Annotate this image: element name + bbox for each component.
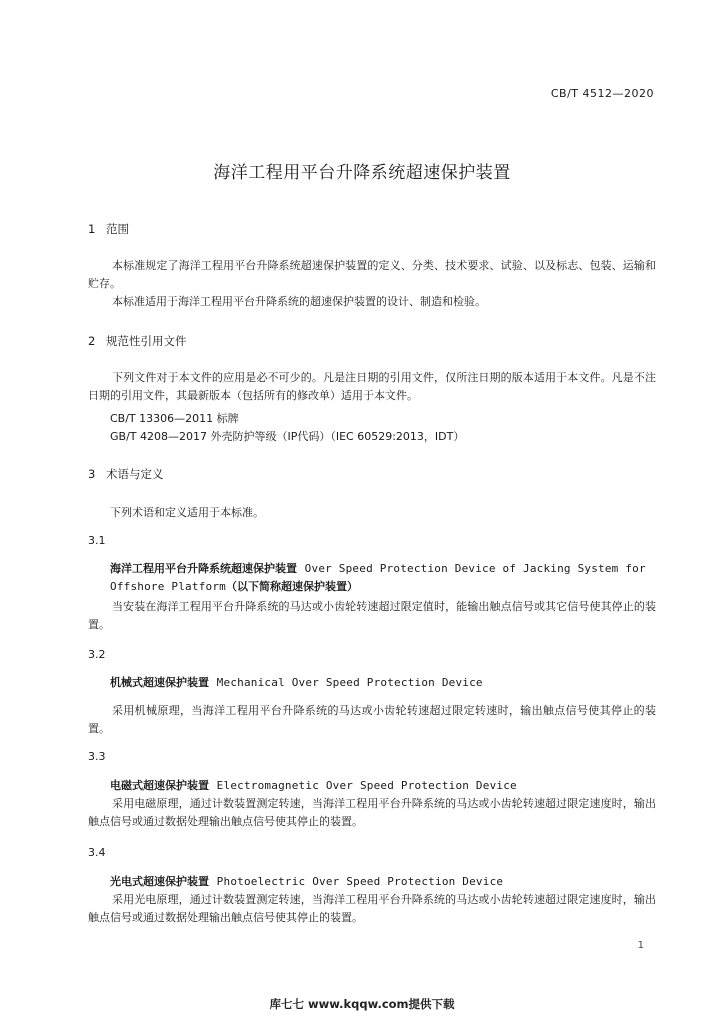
- term-en: Mechanical Over Speed Protection Device: [216, 676, 483, 689]
- term-zh: 海洋工程用平台升降系统超速保护装置: [110, 562, 297, 575]
- term-definition: 采用电磁原理，通过计数装置测定转速，当海洋工程用平台升降系统的马达或小齿轮转速超过限定速度时，输出触点信号或通过数据处理输出触点信号使其停止的装置。: [88, 797, 656, 828]
- term-heading: [110, 674, 660, 692]
- standard-number: CB/T 4512—2020: [550, 87, 654, 100]
- section-number: 3: [88, 467, 96, 481]
- reference-item: CB/T 13306—2011 标牌: [110, 412, 239, 425]
- section-1-heading: [88, 221, 129, 237]
- scope-paragraph-1: 本标准规定了海洋工程用平台升降系统超速保护装置的定义、分类、技术要求、试验、以及标志、包装、运输和贮存。: [88, 259, 656, 290]
- term-number: 3.3: [88, 750, 106, 763]
- term-heading: [110, 777, 660, 795]
- term-en: Over Speed Protection Device of Jacking System for Offshore Platform: [110, 562, 646, 593]
- term-number: 3.1: [88, 534, 106, 547]
- section-title: 范围: [106, 222, 129, 236]
- term-note: （以下简称超速保护装置）: [225, 580, 358, 593]
- term-definition: 采用光电原理，通过计数装置测定转速，当海洋工程用平台升降系统的马达或小齿轮转速超过限定速度时，输出触点信号或通过数据处理输出触点信号使其停止的装置。: [88, 893, 656, 924]
- download-footer: 库七七 www.kqqw.com提供下载: [269, 997, 455, 1011]
- term-zh: 电磁式超速保护装置: [110, 779, 209, 792]
- scope-paragraph-2: 本标准适用于海洋工程用平台升降系统的超速保护装置的设计、制造和检验。: [112, 295, 486, 308]
- terms-intro: 下列术语和定义适用于本标准。: [110, 506, 264, 519]
- term-zh: 机械式超速保护装置: [110, 676, 209, 689]
- section-number: 1: [88, 222, 96, 236]
- section-title: 规范性引用文件: [106, 334, 187, 348]
- section-title: 术语与定义: [106, 467, 164, 481]
- term-heading: [110, 560, 660, 596]
- term-heading: [110, 873, 660, 891]
- term-en: Electromagnetic Over Speed Protection Device: [216, 779, 517, 792]
- section-2-heading: [88, 333, 187, 349]
- document-title: 海洋工程用平台升降系统超速保护装置: [213, 163, 511, 183]
- reference-item: GB/T 4208—2017 外壳防护等级（IP代码）（IEC 60529:2013，IDT）: [110, 430, 465, 443]
- term-number: 3.2: [88, 648, 106, 661]
- term-definition: 当安装在海洋工程用平台升降系统的马达或小齿轮转速超过限定值时，能输出触点信号或其它信号使其停止的装置。: [88, 600, 656, 631]
- term-zh: 光电式超速保护装置: [110, 875, 209, 888]
- term-number: 3.4: [88, 846, 106, 859]
- term-definition: 采用机械原理，当海洋工程用平台升降系统的马达或小齿轮转速超过限定转速时，输出触点信号使其停止的装置。: [88, 704, 656, 735]
- section-number: 2: [88, 334, 96, 348]
- term-en: Photoelectric Over Speed Protection Device: [216, 875, 504, 888]
- section-3-heading: [88, 466, 164, 482]
- references-paragraph: 下列文件对于本文件的应用是必不可少的。凡是注日期的引用文件，仅所注日期的版本适用于本文件。凡是不注日期的引用文件，其最新版本（包括所有的修改单）适用于本文件。: [88, 371, 656, 402]
- page-number: 1: [637, 940, 644, 951]
